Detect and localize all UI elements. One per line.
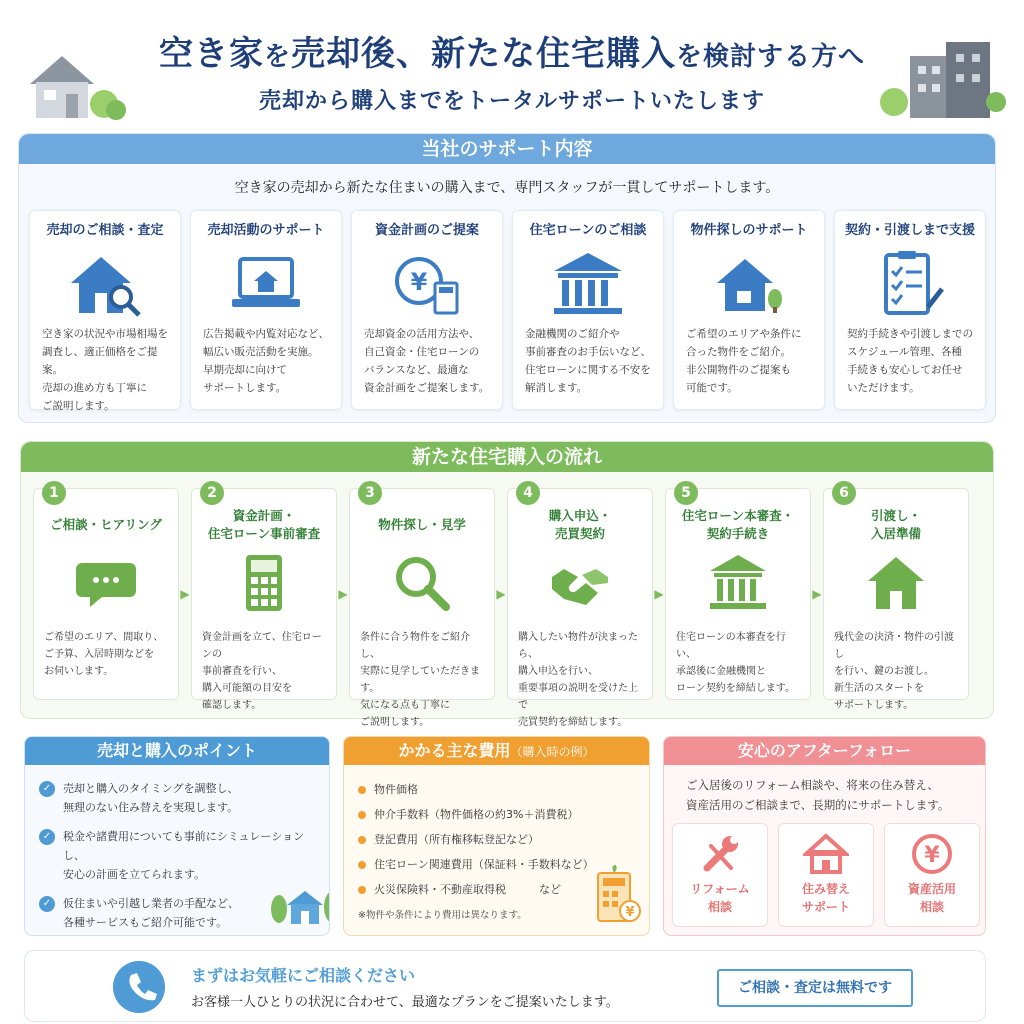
step-text: 住宅ローンの本審査を行い、 承認後に金融機関と ローン契約を締結します。 — [676, 632, 795, 694]
phone-icon — [113, 961, 165, 1013]
support-card — [190, 210, 342, 410]
support-card-title: 住宅ローンのご相談 — [529, 223, 647, 238]
step-title: 物件探し・見学 — [378, 517, 466, 532]
point-text: 税金や諸費用についても事前にシミュレーションし、 安心の計画を立てられます。 — [63, 830, 305, 881]
flow-step — [33, 485, 179, 700]
chat-bubble-icon — [74, 551, 138, 615]
title-part-3: 売却後、新たな住宅購入 — [291, 34, 676, 74]
step-number: 3 — [358, 481, 382, 505]
step-title: 資金計画・ 住宅ローン事前審査 — [207, 508, 321, 541]
title-part-4: を検討する方へ — [676, 42, 866, 72]
costs-heading-title: かかる主な費用 — [398, 741, 511, 760]
support-card — [29, 210, 181, 410]
points-panel — [24, 736, 330, 936]
house-tree-icon — [709, 249, 789, 319]
flow-steps — [33, 485, 983, 728]
handshake-icon — [548, 551, 612, 615]
calculator-yen-icon — [594, 865, 642, 925]
calculator-icon — [232, 551, 296, 615]
cost-text: 火災保険料・不動産取得税 など — [374, 883, 561, 896]
support-cards — [29, 210, 987, 410]
step-title: 購入申込・ 売買契約 — [548, 508, 612, 541]
check-icon: ✓ — [39, 829, 55, 845]
support-card-title: 資金計画のご提案 — [374, 223, 479, 238]
flow-step — [191, 485, 337, 711]
list-item — [39, 779, 319, 817]
list-item — [358, 802, 639, 827]
support-heading: 当社のサポート内容 — [19, 134, 995, 164]
follow-lead: ご入居後のリフォーム相談や、将来の住み替え、 資産活用のご相談まで、長期的にサポートします。 — [686, 778, 950, 812]
chevron-right-icon: ▶ — [338, 587, 348, 601]
bullet-icon — [358, 836, 366, 844]
step-title: 住宅ローン本審査・ 契約手続き — [681, 508, 795, 541]
support-card-text: ご希望のエリアや条件に 合った物件をご紹介。 非公開物件のご提案も 可能です。 — [686, 328, 802, 394]
follow-card-asset — [884, 823, 980, 927]
check-icon: ✓ — [39, 896, 55, 912]
house-magnifier-icon — [65, 249, 145, 319]
support-card-text: 広告掲載や内覧対応など、 幅広い販売活動を実施。 早期売却に向けて サポートします。 — [203, 328, 329, 394]
chevron-right-icon: ▶ — [180, 587, 190, 601]
support-card — [673, 210, 825, 410]
step-number: 2 — [200, 481, 224, 505]
costs-panel — [343, 736, 650, 936]
wrench-icon — [697, 832, 743, 876]
follow-cards — [672, 823, 980, 927]
flow-section — [20, 441, 994, 728]
costs-heading-sub: （購入時の例） — [510, 745, 595, 759]
cost-text: 仲介手数料（物件価格の約3%＋消費税） — [374, 808, 579, 821]
step-number: 5 — [674, 481, 698, 505]
bank-icon — [706, 551, 770, 615]
chevron-right-icon: ▶ — [812, 587, 822, 601]
points-heading: 売却と購入のポイント — [25, 737, 329, 765]
follow-card-label: 住み替え サポート — [801, 882, 850, 914]
follow-card-label: 資産活用 相談 — [907, 882, 956, 914]
support-section — [18, 133, 996, 423]
svg-text:¥: ¥ — [924, 843, 940, 868]
flow-step — [665, 485, 811, 700]
contact-text: お客様一人ひとりの状況に合わせて、最適なプランをご提案いたします。 — [191, 995, 619, 1010]
point-text: 売却と購入のタイミングを調整し、 無理のない住み替えを実現します。 — [63, 782, 239, 814]
cost-text: 住宅ローン関連費用（保証料・手数料など） — [374, 858, 594, 871]
page-subtitle: 売却から購入までをトータルサポートいたします — [258, 89, 765, 114]
step-number: 6 — [832, 481, 856, 505]
cost-text: 物件価格 — [374, 783, 418, 796]
check-icon: ✓ — [39, 781, 55, 797]
bank-icon — [548, 249, 628, 319]
support-lead: 空き家の売却から新たな住まいの購入まで、専門スタッフが一貫してサポートします。 — [234, 180, 780, 196]
bullet-icon — [358, 861, 366, 869]
bullet-icon — [358, 886, 366, 894]
step-number: 4 — [516, 481, 540, 505]
svg-text:¥: ¥ — [625, 905, 635, 920]
yen-coin-icon — [909, 832, 955, 876]
flow-step — [507, 485, 653, 728]
costs-note: ※物件や条件により費用は異なります。 — [358, 910, 527, 921]
house-icon — [803, 832, 849, 876]
buildings-illustration-icon — [876, 34, 1006, 124]
support-card-text: 契約手続きや引渡しまでの スケジュール管理、各種 手続きも安心してお任せ いただけます。 — [847, 328, 973, 394]
svg-text:¥: ¥ — [410, 268, 428, 296]
support-card-text: 売却資金の活用方法や、 自己資金・住宅ローンの バランスなど、最適な 資金計画をご提案します。 — [364, 328, 490, 394]
follow-card-reform — [672, 823, 768, 927]
header — [0, 0, 1024, 128]
support-card-text: 空き家の状況や市場相場を 調査し、適正価格をご提案。 売却の進め方も丁寧に ご説明します。 — [42, 328, 168, 412]
follow-card-label: リフォーム 相談 — [690, 882, 750, 914]
contact-heading: まずはお気軽にご相談ください — [191, 966, 416, 985]
step-text: ご希望のエリア、間取り、 ご予算、入居時期などを お伺いします。 — [44, 632, 164, 677]
flow-step — [349, 485, 495, 728]
support-card-title: 物件探しのサポート — [690, 223, 808, 238]
flow-step — [823, 485, 969, 711]
support-card-title: 売却のご相談・査定 — [46, 223, 164, 238]
page-title — [0, 26, 1024, 75]
chevron-right-icon: ▶ — [654, 587, 664, 601]
bullet-icon — [358, 786, 366, 794]
cost-text: 登記費用（所有権移転登記など） — [374, 833, 539, 846]
chevron-right-icon: ▶ — [496, 587, 506, 601]
flow-heading: 新たな住宅購入の流れ — [21, 442, 993, 472]
step-text: 資金計画を立て、住宅ローンの 事前審査を行い、 購入可能額の目安を 確認します。 — [202, 632, 322, 711]
title-part-2: を — [263, 42, 291, 72]
support-card-title: 売却活動のサポート — [207, 223, 325, 238]
support-card — [834, 210, 986, 410]
contact-banner — [24, 950, 986, 1022]
laptop-house-icon — [226, 249, 306, 319]
costs-heading — [344, 737, 649, 765]
step-text: 条件に合う物件をご紹介し、 実際に見学していただきます。 気になる点も丁寧に ご説明します。 — [360, 632, 480, 728]
list-item — [358, 827, 639, 852]
town-illustration-icon — [269, 877, 330, 927]
step-text: 残代金の決済・物件の引渡し を行い、鍵のお渡し。 新生活のスタートを サポートします。 — [834, 632, 954, 711]
step-number: 1 — [42, 481, 66, 505]
follow-card-move — [778, 823, 874, 927]
follow-panel — [663, 736, 986, 936]
support-card — [351, 210, 503, 410]
support-card-text: 金融機関のご紹介や 事前審査のお手伝いなど、 住宅ローンに関する不安を 解消します。 — [525, 328, 651, 394]
list-item — [358, 777, 639, 802]
step-text: 購入したい物件が決まったら、 購入申込を行い、 重要事項の説明を受けた上で 売買契約を締結します。 — [518, 632, 638, 728]
checklist-icon — [870, 249, 950, 319]
list-item — [39, 827, 319, 884]
free-consultation-button[interactable]: ご相談・査定は無料です — [717, 969, 913, 1007]
support-card — [512, 210, 664, 410]
follow-heading: 安心のアフターフォロー — [664, 737, 985, 765]
yen-calculator-icon — [387, 249, 467, 319]
step-title: 引渡し・ 入居準備 — [870, 508, 921, 541]
bullet-icon — [358, 811, 366, 819]
title-part-1: 空き家 — [158, 34, 264, 74]
house-icon — [864, 551, 928, 615]
magnifier-icon — [390, 551, 454, 615]
step-title: ご相談・ヒアリング — [50, 517, 162, 532]
support-card-title: 契約・引渡しまで支援 — [844, 223, 975, 238]
point-text: 仮住まいや引越し業者の手配など、 各種サービスもご紹介可能です。 — [63, 897, 239, 929]
